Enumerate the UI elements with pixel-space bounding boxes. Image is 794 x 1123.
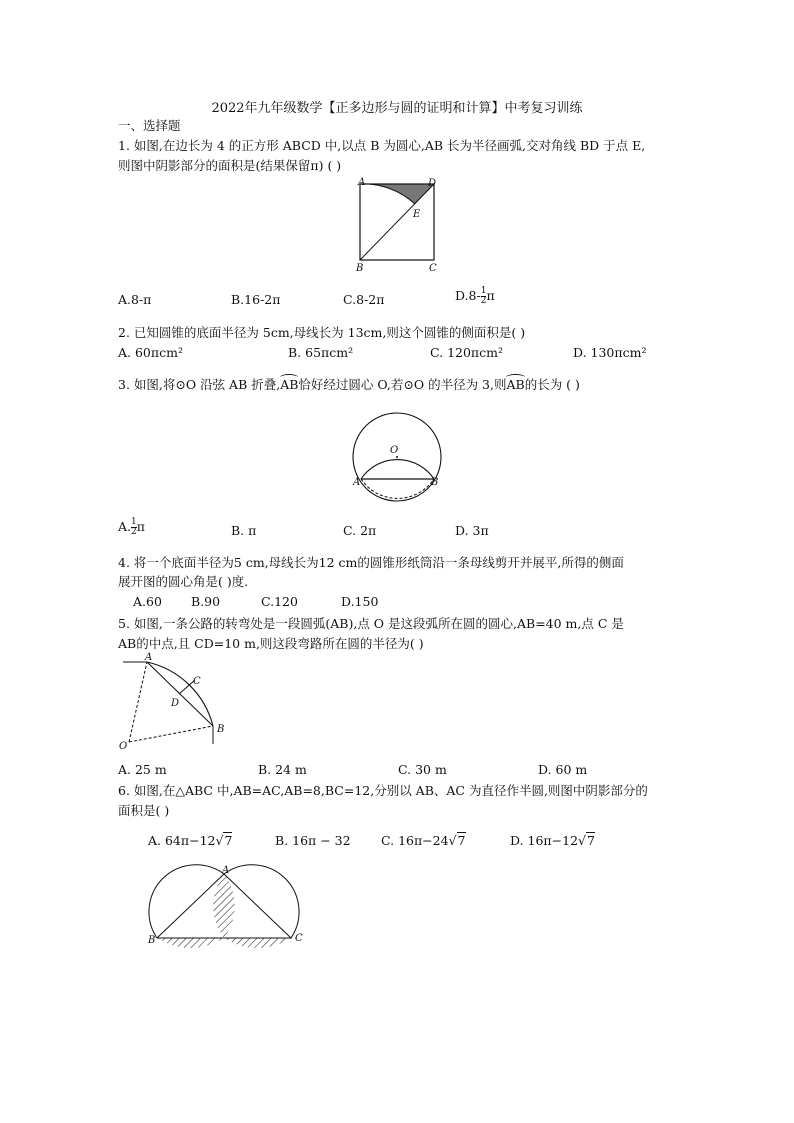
q1-label-c: C <box>429 263 437 274</box>
q6-option-c-root: 7 <box>457 833 466 848</box>
q6-semicircle-ac <box>224 865 299 938</box>
q1-label-e: E <box>413 209 421 220</box>
q3-arc-ab-1: AB <box>280 377 299 392</box>
q6-shaded-segment-right <box>224 938 291 948</box>
q3-option-b[interactable]: B. π <box>231 523 257 538</box>
q5-label-c: C <box>193 676 201 687</box>
q6-shaded-segment-left <box>157 938 224 948</box>
q6-shaded-lens <box>213 874 235 938</box>
q5-text-line1: 5. 如图,一条公路的转弯处是一段圆弧(AB),点 O 是这段弧所在圆的圆心,AB=40 m,点 C 是 <box>118 616 624 631</box>
q6-option-c-prefix: C. 16π−24 <box>381 833 449 848</box>
q3-arc-ab-2: AB <box>506 377 525 392</box>
q5-label-o: O <box>119 741 128 752</box>
q5-label-b: B <box>217 724 225 735</box>
q1-label-a: A <box>358 177 366 188</box>
q4-text-line1: 4. 将一个底面半径为5 cm,母线长为12 cm的圆锥形纸筒沿一条母线剪开并展平,所得的侧面 <box>118 555 624 570</box>
q3-option-a[interactable] <box>118 518 145 537</box>
page-title: 2022年九年级数学【正多边形与圆的证明和计算】中考复习训练 <box>211 101 583 116</box>
q4-option-b[interactable]: B.90 <box>191 594 221 609</box>
q3-label-o: O <box>390 445 399 456</box>
q3-label-b: B <box>431 477 439 488</box>
q1-label-d: D <box>428 178 437 189</box>
q1-label-b: B <box>356 263 364 274</box>
q5-label-a: A <box>145 652 153 663</box>
q5-label-d: D <box>171 698 180 709</box>
q4-text-line2: 展开图的圆心角是( )度. <box>118 574 249 589</box>
q5-option-a[interactable]: A. 25 m <box>118 762 167 777</box>
q6-option-c[interactable]: C. 16π−24√7 <box>381 833 466 848</box>
q1-text-line1: 1. 如图,在边长为 4 的正方形 ABCD 中,以点 B 为圆心,AB 长为半径画弧,交对角线 BD 于点 E, <box>118 138 646 153</box>
q2-option-c[interactable]: C. 120πcm² <box>430 345 504 360</box>
q1-option-d-denominator: 2 <box>480 296 487 306</box>
q4-option-a[interactable]: A.60 <box>133 594 162 609</box>
q6-option-a-root: 7 <box>224 833 233 848</box>
q1-diagonal-bd <box>360 184 434 260</box>
q3-text-prefix: 3. 如图,将⊙O 沿弦 AB 折叠, <box>118 377 281 392</box>
q3-option-a-suffix: π <box>136 519 145 534</box>
q2-option-b[interactable]: B. 65πcm² <box>288 345 354 360</box>
q4-option-c[interactable]: C.120 <box>261 594 298 609</box>
q3-text <box>118 375 580 393</box>
q1-option-d-numerator: 1 <box>480 286 487 296</box>
q6-option-a-prefix: A. 64π−12 <box>148 833 216 848</box>
q5-option-c[interactable]: C. 30 m <box>398 762 447 777</box>
q4-option-d[interactable]: D.150 <box>341 594 379 609</box>
q5-option-b[interactable]: B. 24 m <box>258 762 307 777</box>
q3-figure <box>345 405 455 505</box>
q3-option-d[interactable]: D. 3π <box>455 523 489 538</box>
q6-option-d-root: 7 <box>587 833 595 848</box>
q6-option-a[interactable]: A. 64π−12√7 <box>148 833 233 848</box>
q1-text-line2: 则图中阴影部分的面积是(结果保留π) ( ) <box>118 158 342 173</box>
q3-folded-arc <box>361 460 434 479</box>
q5-option-d[interactable]: D. 60 m <box>538 762 588 777</box>
q3-option-a-numerator: 1 <box>131 517 137 527</box>
q6-label-c: C <box>295 933 303 944</box>
q6-text-line1: 6. 如图,在△ABC 中,AB=AC,AB=8,BC=12,分别以 AB、AC 为直径作半圆,则图中阴影部分的 <box>118 783 648 798</box>
q5-chord-ab <box>147 662 213 726</box>
q1-option-b[interactable]: B.16-2π <box>231 292 281 307</box>
q2-option-a[interactable]: A. 60πcm² <box>118 345 183 360</box>
q6-semicircle-ab <box>149 865 224 938</box>
q5-figure <box>115 650 245 755</box>
q3-option-c[interactable]: C. 2π <box>343 523 377 538</box>
q6-option-d-prefix: D. 16π−12 <box>510 833 579 848</box>
q6-label-a: A <box>222 865 230 876</box>
q3-option-a-denominator: 2 <box>131 527 137 537</box>
section-heading: 一、选择题 <box>118 118 181 133</box>
q2-text: 2. 已知圆锥的底面半径为 5cm,母线长为 13cm,则这个圆锥的侧面积是( ) <box>118 325 526 340</box>
q1-figure <box>350 176 450 276</box>
q6-text-line2: 面积是( ) <box>118 803 170 818</box>
q1-option-d-prefix: D.8- <box>455 288 481 303</box>
q1-option-d-suffix: π <box>486 288 495 303</box>
q6-option-d[interactable]: D. 16π−12√7 <box>510 833 595 848</box>
q6-label-b: B <box>148 935 156 946</box>
q3-option-a-prefix: A. <box>118 519 132 534</box>
q2-option-d[interactable]: D. 130πcm² <box>573 345 647 360</box>
q1-option-a[interactable]: A.8-π <box>118 292 152 307</box>
q1-shaded-region <box>360 184 434 204</box>
q3-center-dot <box>396 456 398 458</box>
q3-original-arc-dashed <box>361 479 434 498</box>
q5-radius-oa <box>129 662 147 742</box>
q6-option-b[interactable]: B. 16π − 32 <box>275 833 351 848</box>
q3-text-suffix: 的长为 ( ) <box>524 377 580 392</box>
q1-option-c[interactable]: C.8-2π <box>343 292 385 307</box>
q5-radius-ob <box>129 726 213 742</box>
q3-label-a: A <box>353 477 361 488</box>
q1-option-d[interactable] <box>455 287 495 306</box>
q3-text-middle: 恰好经过圆心 O,若⊙O 的半径为 3,则 <box>298 377 507 392</box>
q5-text-line2: AB的中点,且 CD=10 m,则这段弯路所在圆的半径为( ) <box>118 636 424 651</box>
q6-figure <box>145 866 315 966</box>
